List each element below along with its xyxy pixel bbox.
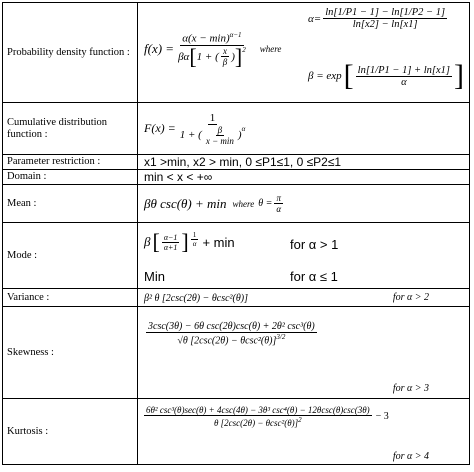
mode-inner-num: α−1 (163, 232, 178, 242)
document-page (0, 2, 474, 472)
cdf-fraction (178, 112, 248, 146)
table-row-domain (3, 170, 470, 185)
kurtosis-denominator: θ [2csc(2θ) − θcsc²(θ)] (213, 418, 299, 428)
mean-theta-num: π (276, 193, 281, 203)
variance-formula-cell (138, 289, 470, 307)
skewness-denominator: √θ [2csc(2θ) − θcsc²(θ)] (177, 335, 277, 347)
kurtosis-fraction (144, 405, 372, 428)
pdf-den-prefix: βα (178, 50, 190, 63)
cdf-numerator: 1 (209, 111, 216, 124)
mode-inner-fraction (162, 233, 180, 252)
pdf-right-bracket: ] (234, 43, 243, 69)
mode-exp-num: 1 (192, 231, 197, 239)
skewness-fraction (146, 321, 317, 346)
row-label-kurtosis: Kurtosis : (3, 399, 138, 465)
mode-plus-min: + min (202, 234, 235, 250)
mean-expr: βθ csc(θ) + min (144, 195, 227, 211)
mode-cond-2: for α ≤ 1 (290, 269, 338, 284)
pdf-fraction (176, 31, 248, 68)
mode-exponent-fraction (191, 231, 199, 248)
pdf-inner-den: β (222, 57, 228, 68)
beta-denominator: α (401, 76, 407, 88)
mode-left-bracket: [ (152, 229, 160, 254)
skewness-formula-cell (138, 307, 470, 399)
mode-formula-cell (138, 223, 470, 289)
table-row-mode (3, 223, 470, 289)
pdf-lhs: f(x) = (144, 41, 175, 57)
distribution-properties-table (2, 2, 470, 465)
table-row-kurtosis (3, 399, 470, 465)
mode-inner-den: α+1 (163, 242, 178, 252)
pdf-numerator: α(x − min) (182, 32, 230, 45)
mean-theta-fraction (274, 193, 283, 214)
kurtosis-formula-cell (138, 399, 470, 465)
mean-theta: θ = (258, 198, 273, 209)
cdf-exponent: α (241, 124, 246, 133)
variance-expr: β² θ [2csc(2θ) − θcsc²(θ)] (144, 293, 249, 304)
skewness-numerator: 3csc(3θ) − 6θ csc(2θ)csc(θ) + 2θ² csc³(θ) (148, 321, 315, 332)
row-label-cdf: Cumulative distribution function : (3, 103, 138, 155)
cdf-inner-fraction (204, 125, 236, 146)
mode-exp-den: α (192, 240, 197, 248)
beta-lhs: β = exp (308, 70, 342, 82)
mean-where: where (232, 198, 255, 209)
row-label-parameter: Parameter restriction : (3, 155, 138, 170)
cdf-den-close: ) (237, 129, 242, 141)
pdf-inner-num: x (222, 46, 227, 57)
kurtosis-cond: for α > 4 (392, 451, 429, 462)
table-row-variance (3, 289, 470, 307)
mean-theta-den: α (276, 204, 282, 214)
kurtosis-tail: − 3 (375, 411, 389, 422)
table-row-cdf (3, 103, 470, 155)
table-row-skewness (3, 307, 470, 399)
row-label-variance: Variance : (3, 289, 138, 307)
pdf-left-bracket: [ (189, 43, 197, 69)
table-row-mean (3, 185, 470, 223)
mean-formula-cell (138, 185, 470, 223)
variance-cond: for α > 2 (392, 292, 429, 303)
row-label-pdf: Probability density function : (3, 3, 138, 103)
table-row-parameter (3, 155, 470, 170)
beta-right-bracket: ] (454, 59, 465, 92)
cdf-formula-cell (138, 103, 470, 155)
pdf-den-exponent: 2 (242, 45, 246, 54)
row-label-mode: Mode : (3, 223, 138, 289)
domain-text: min < x < +∞ (138, 170, 470, 185)
pdf-den-one: 1 + ( (196, 50, 219, 63)
cdf-inner-den: x − min (205, 135, 234, 146)
mode-cond-1: for α > 1 (290, 237, 339, 252)
alpha-denominator: ln[x2] − ln[x1] (352, 19, 418, 30)
alpha-fraction (323, 7, 447, 30)
mode-right-bracket: ] (181, 229, 189, 254)
row-label-mean: Mean : (3, 185, 138, 223)
cdf-den-prefix: 1 + ( (179, 129, 202, 141)
parameter-text: x1 >min, x2 > min, 0 ≤P1≤1, 0 ≤P2≤1 (138, 155, 470, 170)
pdf-formula-cell (138, 3, 470, 103)
pdf-numerator-exponent: α−1 (229, 31, 242, 39)
beta-left-bracket: [ (343, 59, 354, 92)
beta-fraction (356, 65, 452, 88)
cdf-lhs: F(x) = (144, 121, 176, 135)
pdf-where: where (259, 44, 282, 55)
row-label-skewness: Skewness : (3, 307, 138, 399)
skewness-cond: for α > 3 (392, 383, 429, 394)
alpha-numerator: ln[1/P1 − 1] − ln[1/P2 − 1] (325, 7, 446, 18)
row-label-domain: Domain : (3, 170, 138, 185)
skewness-den-exponent: 3/2 (276, 333, 286, 341)
kurtosis-numerator: 6θ² csc³(θ)sec(θ) + 4csc(4θ) − 3θ³ csc⁴(θ) − 12θcsc(θ)csc(3θ) (146, 405, 370, 415)
table-row-pdf (3, 3, 470, 103)
kurtosis-den-exponent: 2 (298, 416, 302, 424)
pdf-den-close: ) (231, 50, 235, 63)
mode-min: Min (144, 269, 165, 284)
beta-numerator: ln[1/P1 − 1] + ln[x1] (357, 64, 451, 76)
cdf-inner-num: β (217, 124, 223, 135)
alpha-lhs: α= (308, 12, 322, 25)
mode-beta: β (144, 234, 151, 249)
pdf-inner-fraction (221, 46, 229, 67)
